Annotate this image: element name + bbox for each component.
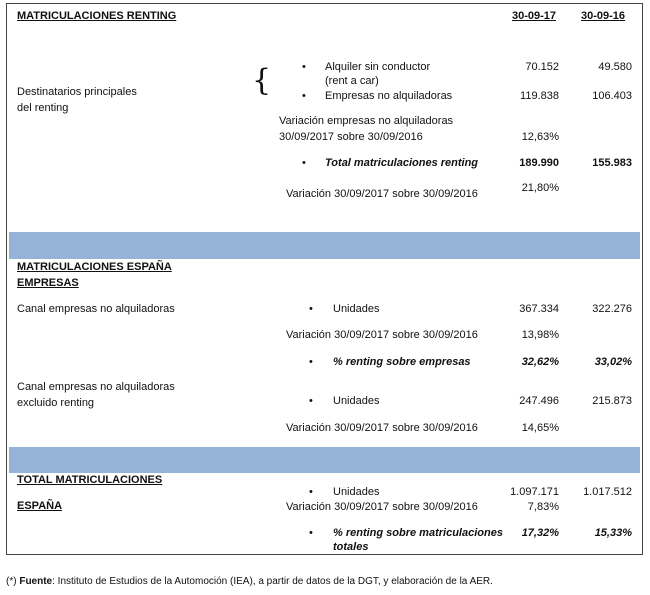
canal-variacion-label: Variación 30/09/2017 sobre 30/09/2016 — [286, 329, 478, 341]
section-title-empresas: EMPRESAS — [17, 277, 79, 289]
excluido-value-2017: 247.496 — [519, 395, 559, 407]
variacion-total-value: 21,80% — [521, 182, 559, 194]
variacion-total-label: Variación 30/09/2017 sobre 30/09/2016 — [286, 188, 478, 200]
footnote-source-label: Fuente — [19, 576, 53, 587]
section-title-total-espana: ESPAÑA — [17, 500, 63, 512]
pct-renting-empresas-2017: 32,62% — [521, 356, 559, 368]
variacion-empresas-value: 12,63% — [521, 131, 559, 143]
unidades-label: Unidades — [333, 395, 380, 407]
canal-value-2017: 367.334 — [519, 303, 559, 315]
canal-value-2016: 322.276 — [592, 303, 632, 315]
bullet-icon: • — [302, 61, 306, 73]
empresas-value-2016: 106.403 — [592, 90, 632, 102]
excluido-variacion-value: 14,65% — [521, 422, 559, 434]
separator-band — [9, 232, 640, 259]
empresas-label: Empresas no alquiladoras — [325, 90, 453, 102]
variacion-empresas-label: Variación empresas no alquiladoras — [279, 115, 454, 127]
bullet-icon: • — [309, 527, 313, 539]
column-header-2016: 30-09-16 — [581, 10, 626, 22]
bullet-icon: • — [309, 303, 313, 315]
brace-icon: { — [252, 63, 272, 98]
pct-renting-total-2017: 17,32% — [521, 527, 559, 539]
canal-excluido-label-2: excluido renting — [17, 397, 95, 409]
pct-renting-empresas-label: % renting sobre empresas — [333, 356, 471, 368]
pct-renting-total-2016: 15,33% — [594, 527, 632, 539]
pct-renting-empresas-2016: 33,02% — [594, 356, 632, 368]
total-renting-value-2017: 189.990 — [519, 157, 559, 169]
section-title-total: TOTAL MATRICULACIONES — [17, 474, 163, 486]
column-header-2017: 30-09-17 — [512, 10, 557, 22]
footnote — [6, 576, 493, 587]
canal-excluido-label: Canal empresas no alquiladoras — [17, 381, 175, 393]
canal-empresas-label: Canal empresas no alquiladoras — [17, 303, 175, 315]
pct-renting-total-label-2: totales — [333, 541, 369, 553]
footnote-prefix: (*) — [6, 576, 20, 587]
total-variacion-value: 7,83% — [527, 501, 559, 513]
alquiler-value-2017: 70.152 — [525, 61, 559, 73]
total-renting-value-2016: 155.983 — [592, 157, 632, 169]
unidades-label: Unidades — [333, 303, 380, 315]
total-unidades-label: Unidades — [333, 486, 380, 498]
excluido-value-2016: 215.873 — [592, 395, 632, 407]
bullet-icon: • — [309, 356, 313, 368]
total-renting-label: Total matriculaciones renting — [325, 157, 479, 169]
total-variacion-label: Variación 30/09/2017 sobre 30/09/2016 — [286, 501, 478, 513]
bullet-icon: • — [302, 90, 306, 102]
empresas-value-2017: 119.838 — [520, 90, 559, 102]
bullet-icon: • — [309, 486, 313, 498]
section-title-espana: MATRICULACIONES ESPAÑA — [17, 261, 172, 273]
section-title-renting: MATRICULACIONES RENTING — [17, 10, 177, 22]
alquiler-label: Alquiler sin conductor — [325, 61, 431, 73]
excluido-variacion-label: Variación 30/09/2017 sobre 30/09/2016 — [286, 422, 478, 434]
footnote-text: : Instituto de Estudios de la Automoción (IEA), a partir de datos de la DGT, y elaboración de la AER. — [52, 576, 493, 587]
total-unidades-2017: 1.097.171 — [510, 486, 559, 498]
separator-band — [9, 447, 640, 473]
canal-variacion-value: 13,98% — [521, 329, 559, 341]
bullet-icon: • — [302, 157, 306, 169]
total-unidades-2016: 1.017.512 — [583, 486, 632, 498]
alquiler-label-2: (rent a car) — [325, 75, 379, 87]
destinatarios-label: Destinatarios principales — [17, 86, 137, 98]
pct-renting-total-label: % renting sobre matriculaciones — [333, 527, 503, 539]
variacion-empresas-label-2: 30/09/2017 sobre 30/09/2016 — [279, 131, 423, 143]
bullet-icon: • — [309, 395, 313, 407]
alquiler-value-2016: 49.580 — [598, 61, 632, 73]
destinatarios-label-2: del renting — [17, 102, 69, 114]
